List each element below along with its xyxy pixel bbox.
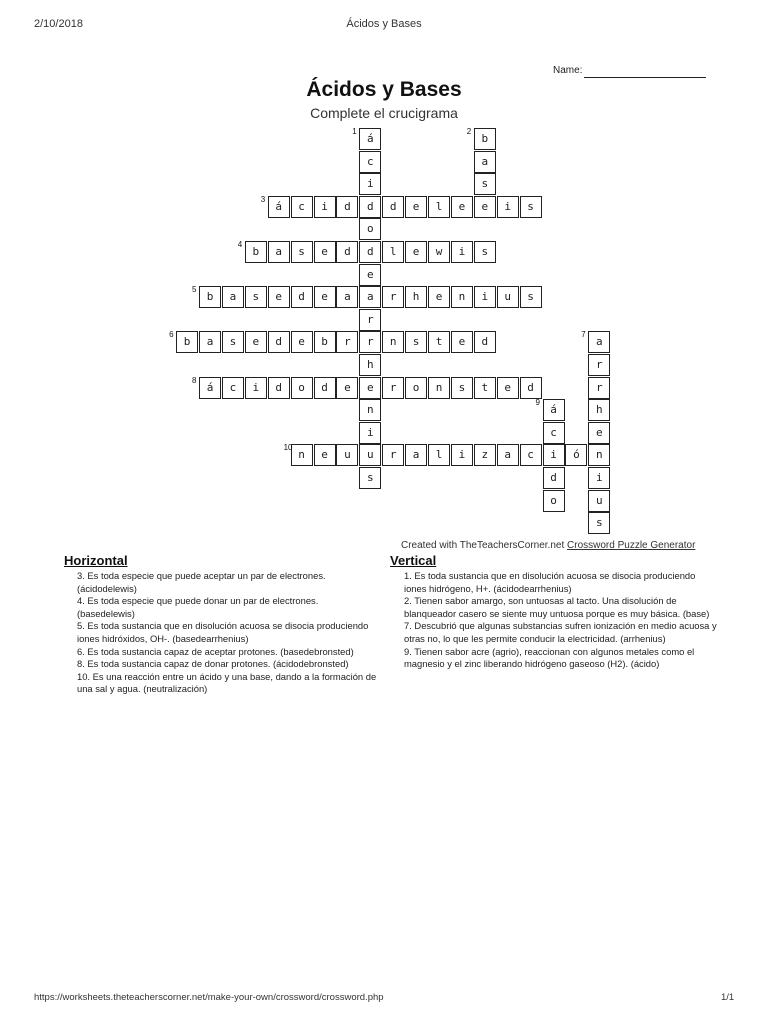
clue-across-10: 10. Es una reacción entre un ácido y una base, dando a la formación de una sal y agua. (neutralización) (77, 670, 377, 695)
grid-cell[interactable] (314, 331, 336, 353)
cell-letter: i (321, 199, 328, 213)
cell-letter: s (595, 516, 603, 530)
cell-letter: b (252, 245, 260, 258)
grid-cell[interactable] (588, 422, 610, 444)
grid-cell[interactable] (336, 331, 358, 353)
grid-cell[interactable] (237, 240, 267, 263)
cell-letter: a (595, 335, 603, 349)
clue-number: 5 (192, 285, 197, 295)
page-subtitle: Complete el crucigrama (310, 105, 458, 121)
grid-cell[interactable] (382, 377, 404, 399)
cell-letter: a (344, 290, 351, 304)
cell-letter: o (412, 380, 420, 394)
grid-cell[interactable] (382, 331, 404, 353)
grid-cell[interactable] (359, 354, 381, 376)
cell-letter: d (344, 199, 351, 213)
cell-letter: d (321, 380, 328, 394)
clue-number: 9 (535, 398, 540, 408)
clue-across-5: 5. Es toda sustancia que en disolución acuosa se disocia produciendo iones hidróxidos, OH-. (basedearrhenius) (77, 620, 369, 644)
grid-cell[interactable] (474, 196, 496, 218)
cell-letter: i (366, 425, 374, 439)
cell-letter: b (321, 335, 328, 349)
grid-cell[interactable] (520, 377, 542, 399)
cell-letter: n (298, 448, 305, 462)
grid-cell[interactable] (497, 444, 519, 466)
clue-number: 4 (237, 240, 243, 249)
grid-cell[interactable] (359, 241, 381, 263)
cell-letter: a (206, 335, 214, 349)
grid-cell[interactable] (268, 331, 290, 353)
cell-letter: i (481, 290, 489, 304)
grid-cell[interactable] (268, 377, 290, 399)
cell-letter: r (389, 448, 397, 462)
cell-letter: e (435, 290, 443, 304)
grid-cell[interactable] (474, 286, 496, 308)
grid-cell[interactable] (291, 377, 313, 399)
cell-letter: s (481, 245, 489, 258)
clue-number: 8 (192, 375, 197, 385)
cell-letter: b (206, 290, 214, 304)
clue-number: 2 (466, 127, 472, 136)
grid-cell[interactable] (359, 218, 381, 240)
print-header-title: Ácidos y Bases (346, 18, 422, 30)
crossword-generator-link[interactable]: Crossword Puzzle Generator (567, 540, 696, 551)
cell-letter: s (298, 245, 305, 258)
grid-cell[interactable] (535, 398, 565, 421)
cell-letter: o (366, 222, 374, 236)
grid-cell[interactable] (291, 241, 313, 263)
cell-letter: i (595, 471, 603, 484)
cell-letter: ó (573, 448, 580, 462)
cell-letter: d (275, 335, 282, 349)
grid-cell[interactable] (588, 354, 610, 376)
vertical-heading: Vertical (390, 553, 437, 568)
cell-letter: u (504, 290, 511, 304)
grid-cell[interactable] (199, 331, 221, 353)
grid-cell[interactable] (314, 377, 336, 399)
cell-letter: d (527, 380, 534, 394)
grid-cell[interactable] (314, 241, 336, 263)
clue-number: 10 (283, 443, 293, 453)
cell-letter: e (366, 267, 374, 281)
cell-letter: e (458, 335, 466, 349)
cell-letter: d (481, 335, 489, 349)
cell-letter: r (595, 380, 603, 394)
grid-cell[interactable] (359, 444, 381, 466)
grid-cell[interactable] (222, 286, 244, 308)
grid-cell[interactable] (359, 151, 381, 173)
grid-cell[interactable] (520, 286, 542, 308)
grid-cell[interactable] (543, 422, 565, 444)
cell-letter: á (206, 380, 214, 394)
cell-letter: t (435, 335, 443, 349)
grid-cell[interactable] (169, 330, 198, 353)
cell-letter: b (183, 335, 191, 349)
cell-letter: e (481, 199, 489, 213)
grid-cell[interactable] (474, 331, 496, 353)
cell-letter: s (481, 177, 489, 191)
grid-cell[interactable] (359, 264, 381, 286)
cell-letter: d (366, 199, 374, 213)
grid-cell[interactable] (359, 309, 381, 331)
grid-cell[interactable] (581, 330, 610, 353)
page-number: 1/1 (721, 992, 735, 1003)
cell-letter: d (275, 380, 282, 394)
grid-cell[interactable] (588, 512, 610, 534)
grid-cell[interactable] (428, 444, 450, 466)
grid-cell[interactable] (336, 241, 358, 263)
cell-letter: i (458, 448, 466, 462)
cell-letter: i (550, 448, 557, 462)
cell-letter: w (435, 245, 443, 258)
grid-cell[interactable] (291, 331, 313, 353)
cell-letter: n (366, 403, 374, 417)
clue-number: 6 (169, 330, 174, 340)
name-label: Name: (553, 65, 583, 76)
grid-cell[interactable] (192, 375, 221, 399)
cell-letter: o (550, 493, 557, 507)
cell-letter: e (344, 380, 351, 394)
cell-letter: e (412, 245, 420, 258)
cell-letter: n (595, 448, 603, 462)
grid-cell[interactable] (451, 286, 473, 308)
grid-cell[interactable] (336, 286, 358, 308)
cell-letter: i (458, 245, 466, 258)
grid-cell[interactable] (283, 443, 313, 466)
cell-letter: a (504, 448, 511, 462)
cell-letter: l (435, 448, 443, 462)
cell-letter: u (595, 493, 603, 507)
grid-cell[interactable] (192, 285, 221, 308)
grid-cell[interactable] (466, 127, 496, 150)
grid-cell[interactable] (359, 399, 381, 421)
cell-letter: s (527, 199, 534, 213)
grid-cell[interactable] (428, 377, 450, 399)
cell-letter: i (366, 177, 374, 191)
grid-cell[interactable] (222, 331, 244, 353)
grid-cell[interactable] (222, 377, 244, 399)
cell-letter: h (412, 290, 420, 304)
grid-cell[interactable] (359, 377, 381, 399)
cell-letter: r (389, 380, 397, 394)
grid-cell[interactable] (405, 377, 427, 399)
cell-letter: e (275, 290, 282, 304)
grid-cell[interactable] (588, 444, 610, 466)
cell-letter: r (595, 358, 603, 371)
cell-letter: s (366, 471, 374, 484)
grid-cell[interactable] (359, 286, 381, 308)
clue-number: 7 (581, 330, 586, 340)
grid-cell[interactable] (451, 331, 473, 353)
cell-letter: d (389, 199, 397, 213)
grid-cell[interactable] (245, 286, 267, 308)
cell-letter: o (298, 380, 305, 394)
grid-cell[interactable] (474, 444, 496, 466)
grid-cell[interactable] (359, 173, 381, 195)
clue-down-2: 2. Tienen sabor amargo, son untuosas al tacto. Una disolución de blanqueador casero se siente muy untuosa porque es muy básica. (base) (404, 595, 710, 619)
cell-letter: l (389, 245, 397, 258)
grid-cell[interactable] (405, 444, 427, 466)
grid-cell[interactable] (565, 444, 587, 466)
cell-letter: e (504, 380, 511, 394)
grid-cell[interactable] (405, 196, 427, 218)
cell-letter: i (252, 380, 260, 394)
grid-cell[interactable] (588, 399, 610, 421)
cell-letter: a (366, 290, 374, 304)
grid-cell[interactable] (245, 331, 267, 353)
grid-cell[interactable] (543, 467, 565, 489)
grid-cell[interactable] (268, 241, 290, 263)
grid-cell[interactable] (352, 127, 381, 150)
cell-letter: a (481, 154, 489, 168)
cell-letter: c (229, 380, 237, 394)
cell-letter: t (481, 380, 489, 394)
grid-cell[interactable] (382, 286, 404, 308)
grid-cell[interactable] (428, 241, 450, 263)
grid-cell[interactable] (451, 444, 473, 466)
cell-letter: r (366, 335, 374, 349)
grid-cell[interactable] (359, 331, 381, 353)
cell-letter: e (252, 335, 260, 349)
grid-cell[interactable] (291, 196, 313, 218)
cell-letter: á (550, 403, 557, 417)
grid-cell[interactable] (497, 286, 519, 308)
grid-cell[interactable] (588, 377, 610, 399)
horizontal-clues (77, 570, 377, 696)
clue-number: 1 (352, 127, 357, 136)
cell-letter: e (298, 335, 305, 349)
grid-cell[interactable] (451, 196, 473, 218)
cell-letter: á (366, 132, 374, 145)
cell-letter: d (344, 245, 351, 258)
cell-letter: c (550, 425, 557, 439)
grid-cell[interactable] (405, 286, 427, 308)
cell-letter: c (527, 448, 534, 462)
cell-letter: s (458, 380, 466, 394)
cell-letter: h (366, 358, 374, 371)
grid-cell[interactable] (268, 286, 290, 308)
horizontal-heading: Horizontal (64, 553, 128, 568)
clue-across-8: 8. Es toda sustancia capaz de donar protones. (ácidodebronsted) (77, 658, 349, 670)
grid-cell[interactable] (588, 467, 610, 489)
cell-letter: a (229, 290, 237, 304)
page-title: Ácidos y Bases (306, 78, 462, 101)
grid-cell[interactable] (314, 196, 336, 218)
clue-down-1: 1. Es toda sustancia que en disolución acuosa se disocia produciendo iones hidrógeno, H+. (ácidodearrhenius) (404, 570, 696, 594)
grid-cell[interactable] (543, 444, 565, 466)
grid-cell[interactable] (314, 286, 336, 308)
grid-cell[interactable] (474, 241, 496, 263)
cell-letter: r (344, 335, 351, 349)
cell-letter: n (458, 290, 466, 304)
created-with-credit (401, 540, 695, 551)
grid-cell[interactable] (405, 241, 427, 263)
cell-letter: e (321, 290, 328, 304)
cell-letter: d (366, 245, 374, 258)
grid-cell[interactable] (382, 444, 404, 466)
cell-letter: l (435, 199, 443, 213)
grid-cell[interactable] (428, 286, 450, 308)
grid-cell[interactable] (245, 377, 267, 399)
cell-letter: s (527, 290, 534, 304)
clue-across-6: 6. Es toda sustancia capaz de aceptar protones. (basedebronsted) (77, 645, 354, 657)
grid-cell[interactable] (520, 196, 542, 218)
clue-down-9: 9. Tienen sabor acre (agrio), reaccionan con algunos metales como el magnesio y el zinc liberando hidrógeno gaseoso (H2). (ácido) (404, 645, 695, 670)
grid-cell[interactable] (260, 194, 290, 218)
grid-cell[interactable] (588, 490, 610, 512)
clue-down-7: 7. Descubrió que algunas substancias sufren ionización en medio acuosa y otras no, lo que les permite conducir la electricidad. (arrhenius) (404, 620, 717, 644)
created-with-text: Created with TheTeachersCorner.net (401, 540, 568, 551)
grid-cell[interactable] (428, 196, 450, 218)
cell-letter: c (366, 154, 374, 168)
grid-cell[interactable] (336, 444, 358, 466)
cell-letter: c (298, 199, 305, 213)
cell-letter: r (389, 290, 397, 304)
grid-cell[interactable] (520, 444, 542, 466)
grid-cell[interactable] (497, 196, 519, 218)
cell-letter: z (481, 448, 489, 462)
grid-cell[interactable] (291, 286, 313, 308)
cell-letter: e (366, 380, 374, 394)
clue-number: 3 (260, 194, 266, 204)
page-url: https://worksheets.theteacherscorner.net/make-your-own/crossword/crossword.php (34, 992, 384, 1003)
cell-letter: e (595, 425, 603, 439)
grid-cell[interactable] (359, 422, 381, 444)
cell-letter: h (595, 403, 603, 417)
grid-cell[interactable] (336, 377, 358, 399)
cell-letter: u (344, 448, 351, 462)
cell-letter: d (298, 290, 305, 304)
cell-letter: b (481, 132, 489, 145)
grid-cell[interactable] (474, 173, 496, 195)
cell-letter: s (229, 335, 237, 349)
grid-cell[interactable] (474, 377, 496, 399)
cell-letter: e (458, 199, 466, 213)
grid-cell[interactable] (314, 444, 336, 466)
grid-cell[interactable] (359, 467, 381, 489)
clue-across-3: 3. Es toda especie que puede aceptar un par de electrones. (ácidodelewis) (77, 570, 326, 594)
grid-cell[interactable] (382, 196, 404, 218)
cell-letter: e (321, 448, 328, 462)
cell-letter: á (275, 199, 282, 213)
vertical-clues (404, 570, 720, 671)
grid-cell[interactable] (474, 151, 496, 173)
grid-cell[interactable] (382, 241, 404, 263)
cell-letter: e (321, 245, 328, 258)
grid-cell[interactable] (451, 377, 473, 399)
cell-letter: a (412, 448, 420, 462)
cell-letter: a (275, 245, 282, 258)
grid-cell[interactable] (451, 241, 473, 263)
grid-cell[interactable] (428, 331, 450, 353)
grid-cell[interactable] (497, 377, 519, 399)
grid-cell[interactable] (405, 331, 427, 353)
print-date: 2/10/2018 (34, 18, 83, 30)
cell-letter: u (366, 448, 374, 462)
cell-letter: e (412, 199, 420, 213)
grid-cell[interactable] (359, 196, 381, 218)
clue-across-4: 4. Es toda especie que puede donar un par de electrones. (basedelewis) (77, 595, 319, 619)
cell-letter: s (252, 290, 260, 304)
cell-letter: s (412, 335, 420, 349)
cell-letter: r (366, 312, 374, 326)
grid-cell[interactable] (543, 490, 565, 512)
cell-letter: i (504, 199, 511, 213)
cell-letter: n (389, 335, 397, 349)
grid-cell[interactable] (336, 196, 358, 218)
cell-letter: d (550, 471, 557, 484)
cell-letter: n (435, 380, 443, 394)
